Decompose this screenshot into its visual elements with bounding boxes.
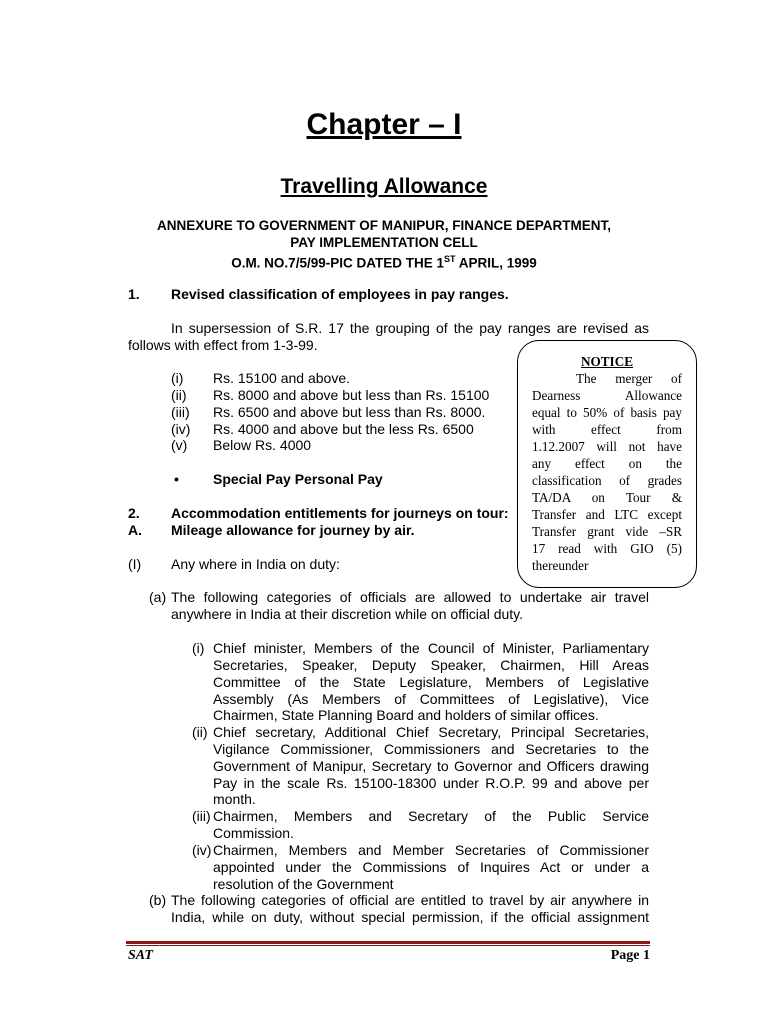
- item-number: (iii): [192, 808, 211, 824]
- item-line: Chairmen, Members and Member Secretaries of Commissioner: [213, 842, 649, 858]
- notice-line: classification of grades: [532, 473, 682, 488]
- section-1-number: 1.: [128, 286, 140, 302]
- notice-line: any effect on the: [532, 456, 682, 471]
- item-line: Assembly (As Members of Committees of Legislative), Vice: [213, 691, 649, 707]
- document-subtitle: Travelling Allowance: [280, 175, 488, 198]
- range-text: Rs. 6500 and above but less than Rs. 8000.: [213, 404, 486, 420]
- item-number: (iv): [192, 842, 212, 858]
- notice-line: with effect from: [532, 422, 682, 437]
- notice-line: Dearness Allowance: [532, 388, 682, 403]
- item-line: Vigilance Commissioner, Commissioners and Secretaries to the: [213, 741, 649, 757]
- page-number: Page 1: [610, 948, 650, 963]
- roman-text: Any where in India on duty:: [171, 556, 340, 572]
- range-text: Rs. 4000 and above but the less Rs. 6500: [213, 421, 474, 437]
- notice-line: Transfer grant vide –SR: [532, 524, 682, 539]
- notice-line: 1.12.2007 will not have: [532, 439, 682, 454]
- item-line: Commission.: [213, 825, 294, 841]
- footer-divider-thin: [126, 945, 650, 946]
- item-line: Chief minister, Members of the Council of Minister, Parliamentary: [213, 640, 649, 656]
- footer-label: SAT: [128, 948, 153, 963]
- section-1-para-line-1: In supersession of S.R. 17 the grouping of the pay ranges are revised as: [171, 320, 649, 336]
- notice-text: [532, 370, 682, 574]
- notice-line: 17 read with GIO (5): [532, 541, 682, 556]
- range-num: (iv): [171, 421, 191, 437]
- notice-title: NOTICE: [580, 354, 634, 369]
- annex-line-3-pre: O.M. NO.7/5/99-PIC DATED THE 1: [231, 255, 444, 271]
- section-2a-number: A.: [128, 522, 142, 538]
- clause-b-line-1: The following categories of official are entitled to travel by air anywhere in: [171, 892, 649, 908]
- annex-line-3-sup: ST: [443, 254, 456, 264]
- bullet-icon: •: [174, 471, 179, 487]
- section-2a-title: Mileage allowance for journey by air.: [171, 522, 415, 538]
- section-1-title: Revised classification of employees in pay ranges.: [171, 286, 509, 302]
- item-line: Chairmen, Members and Secretary of the Public Service: [213, 808, 649, 824]
- clause-a-line-1: The following categories of officials are allowed to undertake air travel: [171, 589, 649, 605]
- item-number: (ii): [192, 724, 208, 740]
- item-line: appointed under the Commissions of Inquires Act or under a: [213, 859, 649, 875]
- clause-b-number: (b): [149, 892, 167, 908]
- roman-number: (I): [128, 556, 142, 572]
- notice-line: TA/DA on Tour &: [532, 490, 682, 505]
- footer-divider: [126, 941, 650, 944]
- item-number: (i): [192, 640, 205, 656]
- notice-line: thereunder: [532, 558, 589, 573]
- notice-box: [517, 340, 697, 588]
- range-num: (i): [171, 370, 184, 386]
- clause-a-line-2: anywhere in India at their discretion while on official duty.: [171, 606, 524, 622]
- section-2-title: Accommodation entitlements for journeys on tour:: [171, 505, 509, 521]
- item-line: Secretaries, Speaker, Deputy Speaker, Chairmen, Hill Areas: [213, 657, 649, 673]
- annex-line-3-post: APRIL, 1999: [455, 255, 537, 271]
- item-line: Pay in the scale Rs. 15100-18300 under R.O.P. 99 and above per: [213, 775, 649, 791]
- item-line: Chairmen, State Planning Board and holders of similar offices.: [213, 707, 599, 723]
- special-pay-label: Special Pay Personal Pay: [213, 471, 383, 487]
- range-num: (ii): [171, 387, 187, 403]
- clause-b-line-2: India, while on duty, without special permission, if the official assignment: [171, 909, 649, 925]
- annex-line-3: [0, 251, 768, 272]
- annex-line-1: ANNEXURE TO GOVERNMENT OF MANIPUR, FINANCE DEPARTMENT,: [156, 218, 612, 233]
- item-line: Committee of the State Legislature, Members of Legislative: [213, 674, 649, 690]
- range-text: Rs. 8000 and above but less than Rs. 15100: [213, 387, 490, 403]
- section-1-para-line-2: follows with effect from 1-3-99.: [128, 337, 318, 353]
- item-line: resolution of the Government: [213, 876, 394, 892]
- range-text: Below Rs. 4000: [213, 437, 312, 453]
- notice-line: Transfer and LTC except: [532, 507, 682, 522]
- item-line: month.: [213, 791, 256, 807]
- annex-line-2: PAY IMPLEMENTATION CELL: [290, 235, 478, 250]
- notice-line: The merger of: [576, 371, 682, 386]
- item-line: Government of Manipur, Secretary to Governor and Officers drawing: [213, 758, 649, 774]
- clause-a-number: (a): [149, 589, 167, 605]
- range-num: (iii): [171, 404, 190, 420]
- range-num: (v): [171, 437, 188, 453]
- range-text: Rs. 15100 and above.: [213, 370, 350, 386]
- section-2-number: 2.: [128, 505, 140, 521]
- notice-line: equal to 50% of basis pay: [532, 405, 682, 420]
- item-line: Chief secretary, Additional Chief Secretary, Principal Secretaries,: [213, 724, 649, 740]
- chapter-title: Chapter – I: [306, 108, 462, 141]
